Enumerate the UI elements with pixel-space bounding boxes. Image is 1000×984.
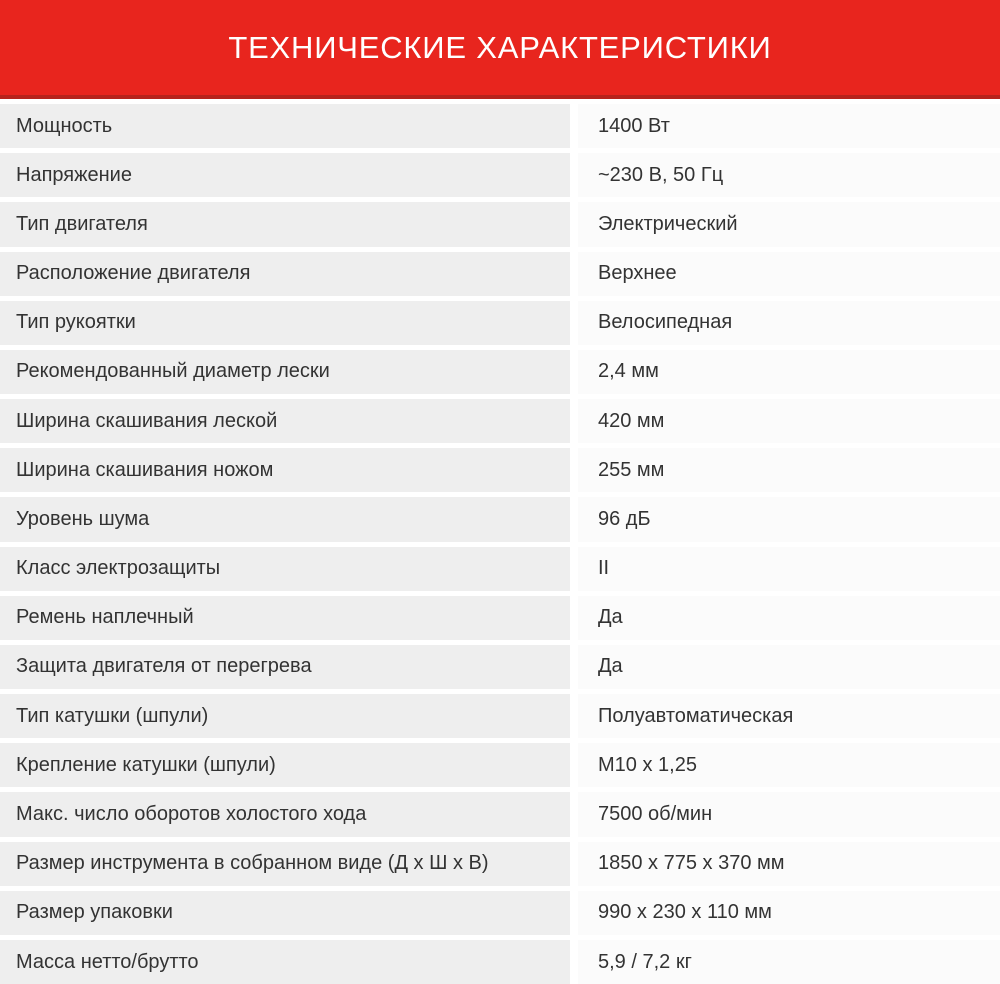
spec-label: Защита двигателя от перегрева	[16, 655, 312, 678]
table-row	[0, 296, 1000, 345]
spec-label: Тип катушки (шпули)	[16, 704, 209, 727]
header-banner	[0, 0, 1000, 99]
spec-label-cell	[0, 448, 570, 492]
spec-value-cell	[578, 301, 1000, 345]
spec-label: Тип двигателя	[16, 212, 148, 235]
spec-value-cell	[578, 104, 1000, 148]
spec-value: 255 мм	[598, 458, 665, 481]
spec-label-cell	[0, 497, 570, 541]
spec-label: Ремень наплечный	[16, 606, 194, 629]
spec-label-cell	[0, 350, 570, 394]
table-row	[0, 787, 1000, 836]
table-row	[0, 738, 1000, 787]
spec-value-cell	[578, 497, 1000, 541]
spec-label-cell	[0, 104, 570, 148]
spec-value-cell	[578, 448, 1000, 492]
spec-value-cell	[578, 252, 1000, 296]
table-row	[0, 591, 1000, 640]
spec-label: Рекомендованный диаметр лески	[16, 360, 330, 383]
spec-label-cell	[0, 252, 570, 296]
spec-label-cell	[0, 399, 570, 443]
spec-value-cell	[578, 842, 1000, 886]
table-row	[0, 689, 1000, 738]
spec-value-cell	[578, 350, 1000, 394]
spec-label: Мощность	[16, 114, 113, 137]
spec-value: 96 дБ	[598, 507, 651, 530]
spec-value-cell	[578, 792, 1000, 836]
table-row	[0, 345, 1000, 394]
table-row	[0, 443, 1000, 492]
table-row	[0, 837, 1000, 886]
spec-label-cell	[0, 153, 570, 197]
spec-value: Да	[598, 655, 623, 678]
spec-label-cell	[0, 940, 570, 984]
spec-label: Размер упаковки	[16, 901, 173, 924]
table-row	[0, 935, 1000, 984]
spec-value: 990 x 230 x 110 мм	[598, 901, 772, 924]
spec-value: 5,9 / 7,2 кг	[598, 950, 692, 973]
spec-label: Класс электрозащиты	[16, 557, 221, 580]
spec-label-cell	[0, 596, 570, 640]
spec-label: Тип рукоятки	[16, 311, 136, 334]
spec-value: Верхнее	[598, 262, 677, 285]
spec-label: Напряжение	[16, 163, 132, 186]
table-row	[0, 394, 1000, 443]
table-row	[0, 99, 1000, 148]
spec-value-cell	[578, 596, 1000, 640]
spec-label-cell	[0, 547, 570, 591]
table-row	[0, 542, 1000, 591]
spec-value: M10 x 1,25	[598, 753, 697, 776]
table-row	[0, 148, 1000, 197]
spec-value: Электрический	[598, 212, 738, 235]
spec-label-cell	[0, 645, 570, 689]
table-row	[0, 247, 1000, 296]
spec-value: 2,4 мм	[598, 360, 659, 383]
spec-value: 1850 x 775 x 370 мм	[598, 852, 785, 875]
spec-label: Расположение двигателя	[16, 262, 251, 285]
spec-value-cell	[578, 645, 1000, 689]
spec-value: Полуавтоматическая	[598, 704, 794, 727]
spec-table	[0, 99, 1000, 984]
spec-value: II	[598, 557, 610, 580]
page-title: ТЕХНИЧЕСКИЕ ХАРАКТЕРИСТИКИ	[228, 29, 772, 65]
spec-value: 1400 Вт	[598, 114, 670, 137]
spec-label-cell	[0, 842, 570, 886]
table-row	[0, 640, 1000, 689]
spec-value-cell	[578, 399, 1000, 443]
spec-value-cell	[578, 153, 1000, 197]
spec-value-cell	[578, 743, 1000, 787]
spec-value: 420 мм	[598, 409, 665, 432]
spec-label: Макс. число оборотов холостого хода	[16, 802, 367, 825]
spec-value: ~230 В, 50 Гц	[598, 163, 724, 186]
spec-value-cell	[578, 891, 1000, 935]
spec-label: Размер инструмента в собранном виде (Д х Ш х В)	[16, 852, 489, 875]
spec-value-cell	[578, 694, 1000, 738]
spec-value-cell	[578, 940, 1000, 984]
table-row	[0, 492, 1000, 541]
spec-label: Уровень шума	[16, 507, 150, 530]
spec-value-cell	[578, 202, 1000, 246]
spec-value-cell	[578, 547, 1000, 591]
spec-value: Да	[598, 606, 623, 629]
spec-label-cell	[0, 694, 570, 738]
spec-value: 7500 об/мин	[598, 802, 713, 825]
table-row	[0, 886, 1000, 935]
spec-label-cell	[0, 792, 570, 836]
spec-value: Велосипедная	[598, 311, 733, 334]
spec-label-cell	[0, 301, 570, 345]
table-row	[0, 197, 1000, 246]
spec-label-cell	[0, 202, 570, 246]
spec-label-cell	[0, 891, 570, 935]
spec-label-cell	[0, 743, 570, 787]
spec-label: Ширина скашивания леской	[16, 409, 278, 432]
spec-label: Ширина скашивания ножом	[16, 458, 274, 481]
spec-label: Крепление катушки (шпули)	[16, 753, 276, 776]
spec-label: Масса нетто/брутто	[16, 950, 199, 973]
